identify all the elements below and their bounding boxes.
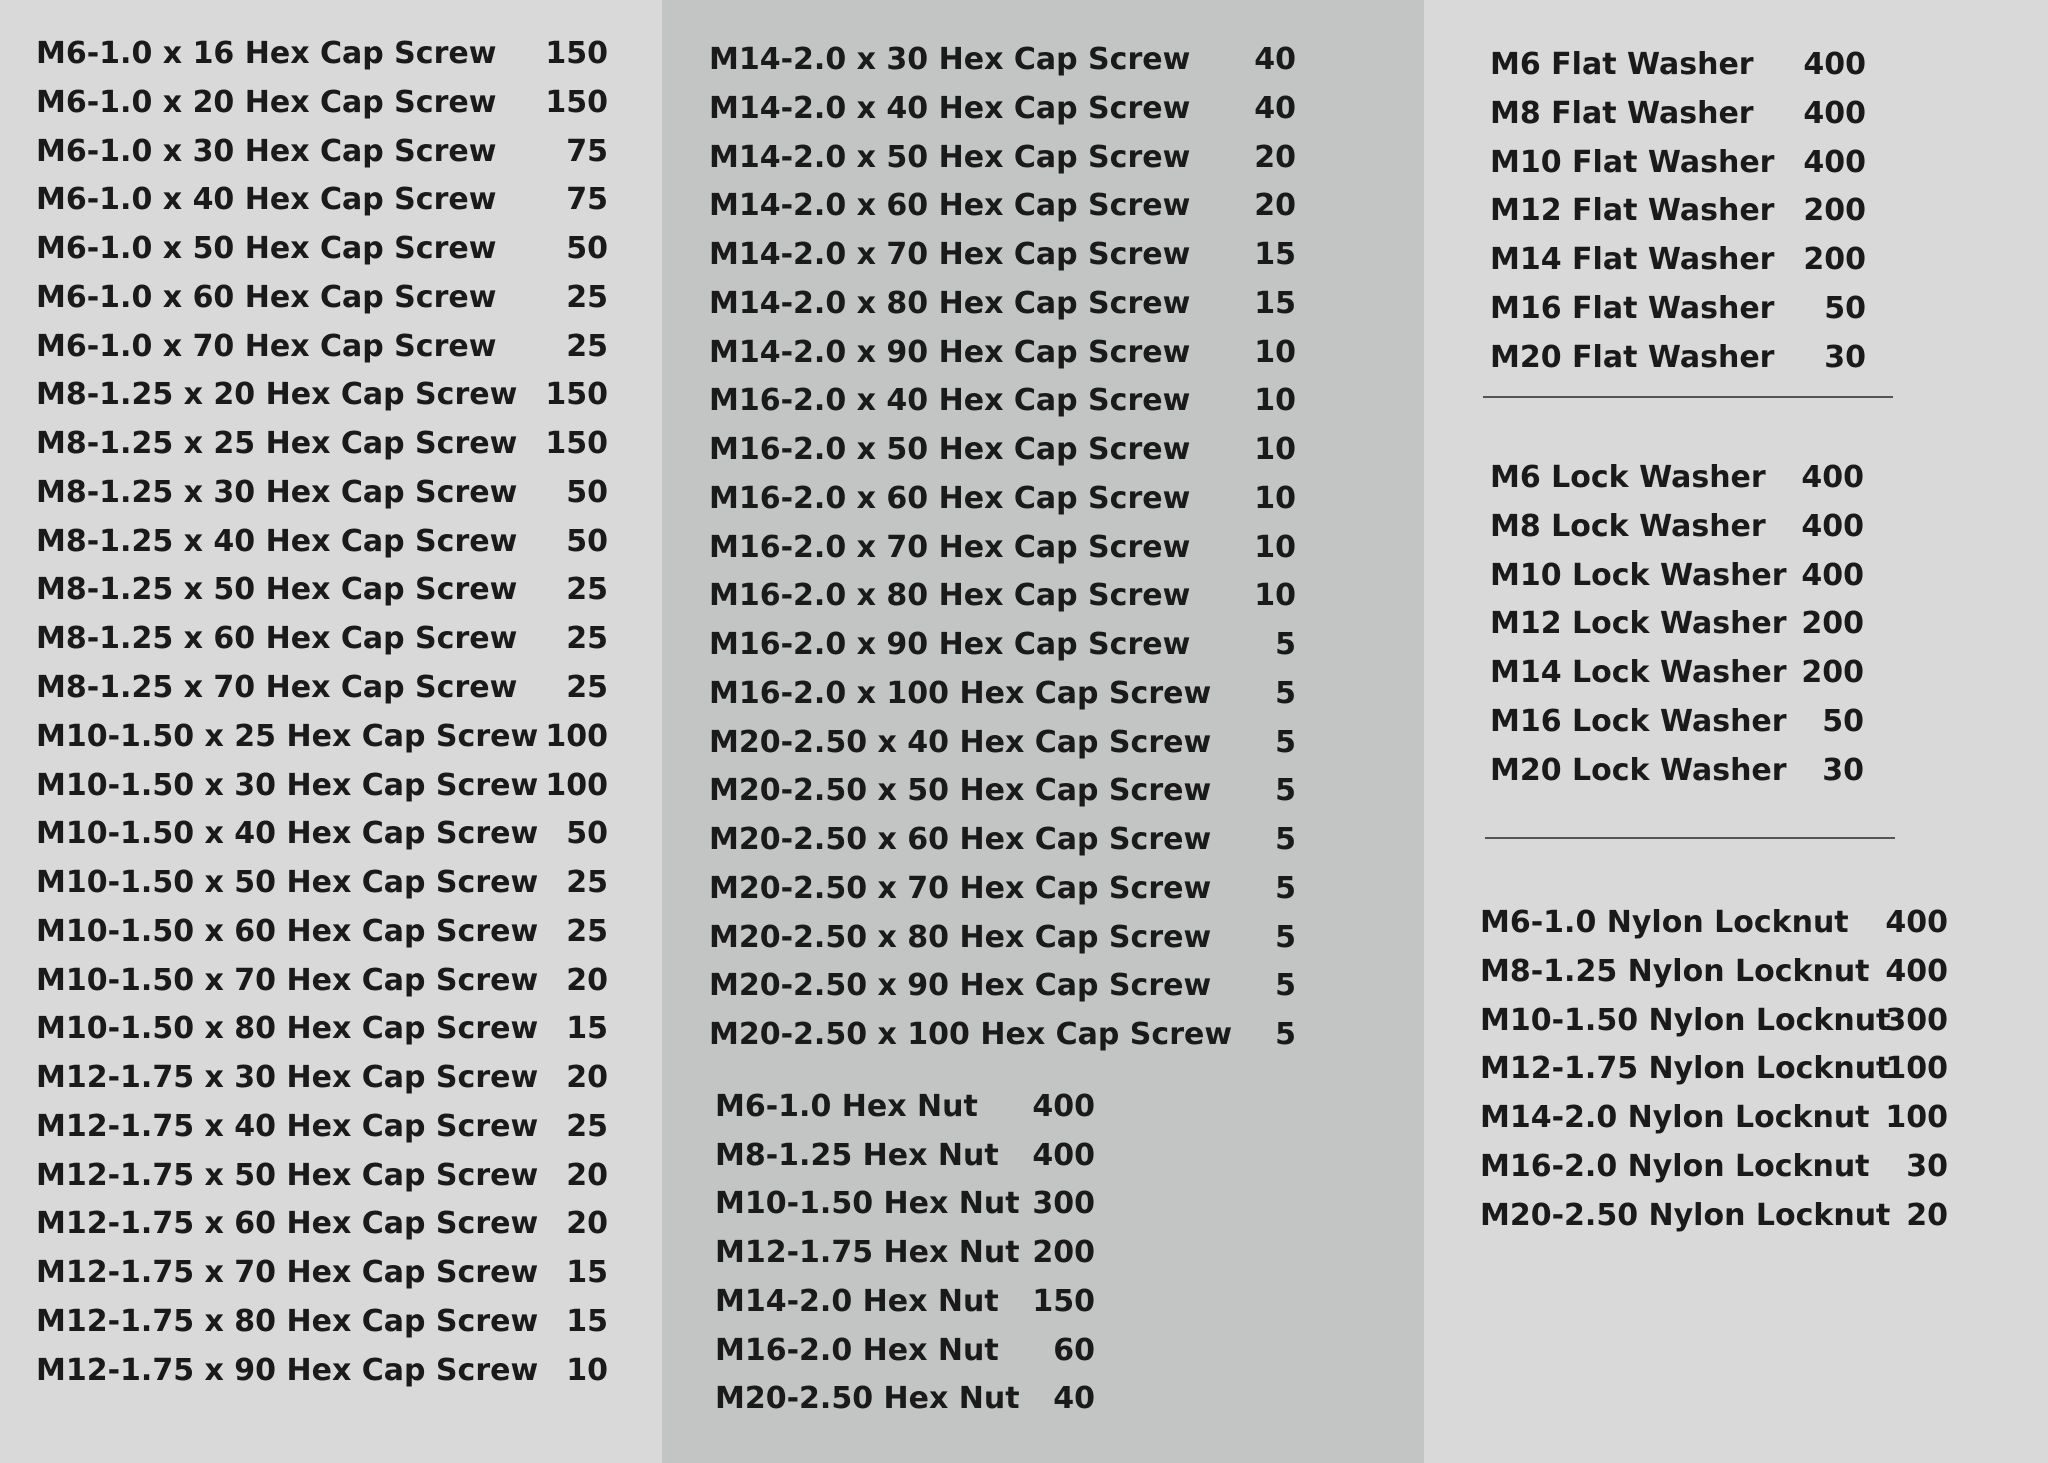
flat-washer-item [1490, 191, 1866, 231]
item-quantity: 50 [1824, 291, 1866, 326]
item-quantity: 200 [1801, 655, 1864, 690]
item-quantity: 400 [1801, 558, 1864, 593]
hex-cap-screw-column [0, 0, 662, 1463]
hex-cap-screw-item [36, 180, 608, 220]
item-quantity: 25 [566, 914, 608, 949]
item-label: M8-1.25 x 50 Hex Cap Screw [36, 572, 518, 607]
nylon-locknut-item [1480, 1001, 1948, 1041]
item-label: M14-2.0 x 70 Hex Cap Screw [709, 237, 1191, 272]
item-quantity: 50 [566, 816, 608, 851]
hex-cap-screw-item [709, 869, 1296, 909]
flat-washer-item [1490, 289, 1866, 329]
item-quantity: 150 [545, 85, 608, 120]
item-quantity: 50 [1822, 704, 1864, 739]
item-label: M20-2.50 x 70 Hex Cap Screw [709, 871, 1212, 906]
lock-washer-item [1490, 507, 1864, 547]
nylon-locknut-item [1480, 1147, 1948, 1187]
item-label: M12 Lock Washer [1490, 606, 1787, 641]
item-label: M16-2.0 x 70 Hex Cap Screw [709, 530, 1191, 565]
item-quantity: 100 [1885, 1051, 1948, 1086]
item-quantity: 150 [1032, 1284, 1095, 1319]
item-label: M10 Lock Washer [1490, 558, 1787, 593]
hex-nut-item [715, 1087, 1095, 1127]
item-quantity: 30 [1822, 753, 1864, 788]
hex-cap-screw-item [709, 381, 1296, 421]
item-quantity: 150 [545, 426, 608, 461]
hex-cap-screw-item [36, 668, 608, 708]
item-label: M8-1.25 x 20 Hex Cap Screw [36, 377, 518, 412]
hex-cap-screw-item [709, 1015, 1296, 1055]
item-quantity: 10 [1254, 432, 1296, 467]
lock-washer-item [1490, 653, 1864, 693]
item-label: M10-1.50 x 25 Hex Cap Screw [36, 719, 539, 754]
hex-cap-screw-item [709, 576, 1296, 616]
item-label: M8 Lock Washer [1490, 509, 1766, 544]
hex-nut-item [715, 1136, 1095, 1176]
item-label: M12-1.75 Hex Nut [715, 1235, 1020, 1270]
flat-washer-divider [1483, 396, 1893, 398]
item-label: M6-1.0 x 70 Hex Cap Screw [36, 329, 497, 364]
item-label: M16-2.0 x 60 Hex Cap Screw [709, 481, 1191, 516]
hex-cap-screw-item [709, 186, 1296, 226]
item-label: M20-2.50 x 40 Hex Cap Screw [709, 725, 1212, 760]
item-quantity: 10 [1254, 335, 1296, 370]
hex-cap-screw-item [709, 966, 1296, 1006]
item-label: M16-2.0 x 100 Hex Cap Screw [709, 676, 1212, 711]
item-label: M20-2.50 x 100 Hex Cap Screw [709, 1017, 1233, 1052]
item-label: M10-1.50 x 60 Hex Cap Screw [36, 914, 539, 949]
item-quantity: 10 [1254, 383, 1296, 418]
item-quantity: 20 [1254, 188, 1296, 223]
item-label: M20 Lock Washer [1490, 753, 1787, 788]
item-label: M14-2.0 Hex Nut [715, 1284, 999, 1319]
item-label: M20 Flat Washer [1490, 340, 1775, 375]
item-label: M6 Lock Washer [1490, 460, 1766, 495]
item-quantity: 150 [545, 377, 608, 412]
item-label: M20-2.50 x 50 Hex Cap Screw [709, 773, 1212, 808]
hex-nut-item [715, 1184, 1095, 1224]
item-quantity: 400 [1803, 96, 1866, 131]
item-quantity: 100 [545, 719, 608, 754]
hex-cap-screw-item [36, 1302, 608, 1342]
item-quantity: 10 [566, 1353, 608, 1388]
hex-cap-screw-item [709, 674, 1296, 714]
item-quantity: 25 [566, 865, 608, 900]
item-quantity: 200 [1803, 242, 1866, 277]
flat-washer-item [1490, 143, 1866, 183]
item-quantity: 100 [545, 768, 608, 803]
item-quantity: 50 [566, 475, 608, 510]
item-quantity: 25 [566, 670, 608, 705]
hex-cap-screw-item [709, 918, 1296, 958]
hex-cap-screw-item [709, 479, 1296, 519]
item-label: M8-1.25 x 70 Hex Cap Screw [36, 670, 518, 705]
lock-washer-item [1490, 458, 1864, 498]
item-quantity: 5 [1275, 968, 1296, 1003]
item-label: M16-2.0 Hex Nut [715, 1333, 999, 1368]
item-label: M14-2.0 x 80 Hex Cap Screw [709, 286, 1191, 321]
item-quantity: 25 [566, 572, 608, 607]
hex-cap-screw-item [709, 284, 1296, 324]
item-label: M6 Flat Washer [1490, 47, 1754, 82]
item-label: M8-1.25 x 25 Hex Cap Screw [36, 426, 518, 461]
item-label: M6-1.0 x 40 Hex Cap Screw [36, 182, 497, 217]
item-quantity: 75 [566, 134, 608, 169]
item-label: M16-2.0 x 40 Hex Cap Screw [709, 383, 1191, 418]
item-quantity: 15 [566, 1304, 608, 1339]
hex-cap-screw-item [36, 424, 608, 464]
item-label: M14-2.0 Nylon Locknut [1480, 1100, 1870, 1135]
item-label: M16 Flat Washer [1490, 291, 1775, 326]
flat-washer-item [1490, 94, 1866, 134]
hex-cap-screw-item [36, 229, 608, 269]
item-quantity: 200 [1803, 193, 1866, 228]
item-quantity: 15 [566, 1011, 608, 1046]
hex-cap-screw-item [36, 717, 608, 757]
item-quantity: 20 [1906, 1198, 1948, 1233]
item-label: M20-2.50 x 90 Hex Cap Screw [709, 968, 1212, 1003]
item-quantity: 20 [566, 1158, 608, 1193]
item-quantity: 15 [1254, 286, 1296, 321]
item-quantity: 150 [545, 36, 608, 71]
lock-washer-item [1490, 556, 1864, 596]
item-label: M16-2.0 x 90 Hex Cap Screw [709, 627, 1191, 662]
hex-cap-screw-item [36, 375, 608, 415]
lock-washer-item [1490, 751, 1864, 791]
hex-cap-screw-item [36, 278, 608, 318]
lock-washer-item [1490, 702, 1864, 742]
item-label: M20-2.50 x 60 Hex Cap Screw [709, 822, 1212, 857]
item-label: M6-1.0 x 20 Hex Cap Screw [36, 85, 497, 120]
item-label: M12-1.75 x 40 Hex Cap Screw [36, 1109, 539, 1144]
hex-cap-screw-item [709, 333, 1296, 373]
item-quantity: 40 [1254, 91, 1296, 126]
item-quantity: 15 [566, 1255, 608, 1290]
hex-cap-screw-item [709, 528, 1296, 568]
item-label: M12 Flat Washer [1490, 193, 1775, 228]
item-label: M10 Flat Washer [1490, 145, 1775, 180]
hex-nut-item [715, 1233, 1095, 1273]
item-label: M12-1.75 x 90 Hex Cap Screw [36, 1353, 539, 1388]
item-label: M12-1.75 x 30 Hex Cap Screw [36, 1060, 539, 1095]
item-quantity: 25 [566, 1109, 608, 1144]
hex-cap-screw-item [709, 771, 1296, 811]
hex-cap-screw-item [36, 912, 608, 952]
item-quantity: 75 [566, 182, 608, 217]
item-label: M8-1.25 Nylon Locknut [1480, 954, 1870, 989]
hex-cap-screw-item [709, 235, 1296, 275]
item-quantity: 30 [1824, 340, 1866, 375]
hex-cap-screw-item [36, 1107, 608, 1147]
item-label: M6-1.0 Nylon Locknut [1480, 905, 1849, 940]
nylon-locknut-item [1480, 1049, 1948, 1089]
hex-cap-screw-item [709, 89, 1296, 129]
item-quantity: 25 [566, 280, 608, 315]
nylon-locknut-item [1480, 1196, 1948, 1236]
item-label: M16-2.0 x 50 Hex Cap Screw [709, 432, 1191, 467]
hex-cap-screw-item [709, 40, 1296, 80]
item-label: M8-1.25 Hex Nut [715, 1138, 999, 1173]
item-label: M6-1.0 x 16 Hex Cap Screw [36, 36, 497, 71]
item-quantity: 300 [1885, 1003, 1948, 1038]
item-label: M10-1.50 x 50 Hex Cap Screw [36, 865, 539, 900]
hex-cap-screw-item [36, 1253, 608, 1293]
hex-nut-item [715, 1282, 1095, 1322]
item-label: M10-1.50 x 80 Hex Cap Screw [36, 1011, 539, 1046]
item-quantity: 5 [1275, 822, 1296, 857]
item-label: M16 Lock Washer [1490, 704, 1787, 739]
item-label: M10-1.50 Hex Nut [715, 1186, 1020, 1221]
hex-cap-screw-item [709, 625, 1296, 665]
item-quantity: 5 [1275, 871, 1296, 906]
item-label: M6-1.0 x 60 Hex Cap Screw [36, 280, 497, 315]
item-label: M14-2.0 x 60 Hex Cap Screw [709, 188, 1191, 223]
item-label: M8-1.25 x 40 Hex Cap Screw [36, 524, 518, 559]
item-label: M14 Lock Washer [1490, 655, 1787, 690]
flat-washer-item [1490, 45, 1866, 85]
hex-cap-screw-item [709, 430, 1296, 470]
item-quantity: 400 [1885, 954, 1948, 989]
nylon-locknut-item [1480, 903, 1948, 943]
item-label: M6-1.0 Hex Nut [715, 1089, 978, 1124]
hex-cap-screw-item [36, 863, 608, 903]
hex-nut-item [715, 1379, 1095, 1419]
flat-washer-item [1490, 338, 1866, 378]
item-quantity: 400 [1803, 47, 1866, 82]
item-quantity: 400 [1801, 509, 1864, 544]
hex-cap-screw-item [36, 34, 608, 74]
item-label: M10-1.50 x 30 Hex Cap Screw [36, 768, 539, 803]
item-quantity: 5 [1275, 676, 1296, 711]
item-quantity: 25 [566, 329, 608, 364]
flat-washer-item [1490, 240, 1866, 280]
item-label: M8 Flat Washer [1490, 96, 1754, 131]
item-quantity: 60 [1053, 1333, 1095, 1368]
item-label: M8-1.25 x 60 Hex Cap Screw [36, 621, 518, 656]
item-quantity: 10 [1254, 578, 1296, 613]
item-label: M20-2.50 Nylon Locknut [1480, 1198, 1891, 1233]
hex-cap-screw-item [36, 1058, 608, 1098]
item-quantity: 20 [566, 1206, 608, 1241]
item-label: M12-1.75 x 50 Hex Cap Screw [36, 1158, 539, 1193]
item-label: M6-1.0 x 50 Hex Cap Screw [36, 231, 497, 266]
item-quantity: 20 [566, 1060, 608, 1095]
item-label: M10-1.50 Nylon Locknut [1480, 1003, 1891, 1038]
item-quantity: 400 [1803, 145, 1866, 180]
item-label: M12-1.75 x 70 Hex Cap Screw [36, 1255, 539, 1290]
item-quantity: 400 [1885, 905, 1948, 940]
lock-washer-item [1490, 604, 1864, 644]
hex-cap-screw-item [36, 766, 608, 806]
hex-cap-screw-item [36, 961, 608, 1001]
item-label: M14-2.0 x 40 Hex Cap Screw [709, 91, 1191, 126]
item-label: M10-1.50 x 40 Hex Cap Screw [36, 816, 539, 851]
item-quantity: 200 [1801, 606, 1864, 641]
item-quantity: 30 [1906, 1149, 1948, 1184]
hex-cap-screw-item [709, 820, 1296, 860]
item-label: M20-2.50 Hex Nut [715, 1381, 1020, 1416]
washer-and-locknut-column [1424, 0, 2048, 1463]
item-quantity: 40 [1053, 1381, 1095, 1416]
item-quantity: 5 [1275, 920, 1296, 955]
item-label: M12-1.75 x 80 Hex Cap Screw [36, 1304, 539, 1339]
hex-cap-screw-item [36, 83, 608, 123]
item-label: M8-1.25 x 30 Hex Cap Screw [36, 475, 518, 510]
item-quantity: 5 [1275, 725, 1296, 760]
item-label: M14 Flat Washer [1490, 242, 1775, 277]
item-quantity: 40 [1254, 42, 1296, 77]
item-label: M20-2.50 x 80 Hex Cap Screw [709, 920, 1212, 955]
item-quantity: 20 [566, 963, 608, 998]
item-quantity: 50 [566, 524, 608, 559]
item-quantity: 400 [1032, 1089, 1095, 1124]
hex-cap-screw-item [36, 1156, 608, 1196]
hex-cap-screw-item [36, 132, 608, 172]
screw-and-nut-column [662, 0, 1424, 1463]
hex-cap-screw-item [36, 1204, 608, 1244]
lock-washer-divider [1485, 837, 1895, 839]
hex-cap-screw-item [36, 522, 608, 562]
item-label: M16-2.0 x 80 Hex Cap Screw [709, 578, 1191, 613]
item-quantity: 20 [1254, 140, 1296, 175]
item-quantity: 25 [566, 621, 608, 656]
item-quantity: 5 [1275, 1017, 1296, 1052]
item-label: M12-1.75 Nylon Locknut [1480, 1051, 1891, 1086]
hex-cap-screw-item [36, 473, 608, 513]
item-quantity: 100 [1885, 1100, 1948, 1135]
nylon-locknut-item [1480, 1098, 1948, 1138]
item-quantity: 400 [1801, 460, 1864, 495]
item-quantity: 50 [566, 231, 608, 266]
item-quantity: 5 [1275, 627, 1296, 662]
hex-cap-screw-item [36, 1351, 608, 1391]
item-quantity: 5 [1275, 773, 1296, 808]
hex-cap-screw-item [709, 138, 1296, 178]
item-label: M14-2.0 x 50 Hex Cap Screw [709, 140, 1191, 175]
hex-cap-screw-item [36, 1009, 608, 1049]
nylon-locknut-item [1480, 952, 1948, 992]
item-quantity: 200 [1032, 1235, 1095, 1270]
hex-cap-screw-item [709, 723, 1296, 763]
hex-cap-screw-item [36, 327, 608, 367]
item-label: M16-2.0 Nylon Locknut [1480, 1149, 1870, 1184]
hex-cap-screw-item [36, 619, 608, 659]
item-label: M14-2.0 x 90 Hex Cap Screw [709, 335, 1191, 370]
hex-nut-item [715, 1331, 1095, 1371]
item-label: M14-2.0 x 30 Hex Cap Screw [709, 42, 1191, 77]
item-quantity: 300 [1032, 1186, 1095, 1221]
item-quantity: 400 [1032, 1138, 1095, 1173]
item-quantity: 15 [1254, 237, 1296, 272]
item-quantity: 10 [1254, 481, 1296, 516]
item-label: M12-1.75 x 60 Hex Cap Screw [36, 1206, 539, 1241]
hex-cap-screw-item [36, 814, 608, 854]
item-label: M10-1.50 x 70 Hex Cap Screw [36, 963, 539, 998]
item-label: M6-1.0 x 30 Hex Cap Screw [36, 134, 497, 169]
hex-cap-screw-item [36, 570, 608, 610]
item-quantity: 10 [1254, 530, 1296, 565]
